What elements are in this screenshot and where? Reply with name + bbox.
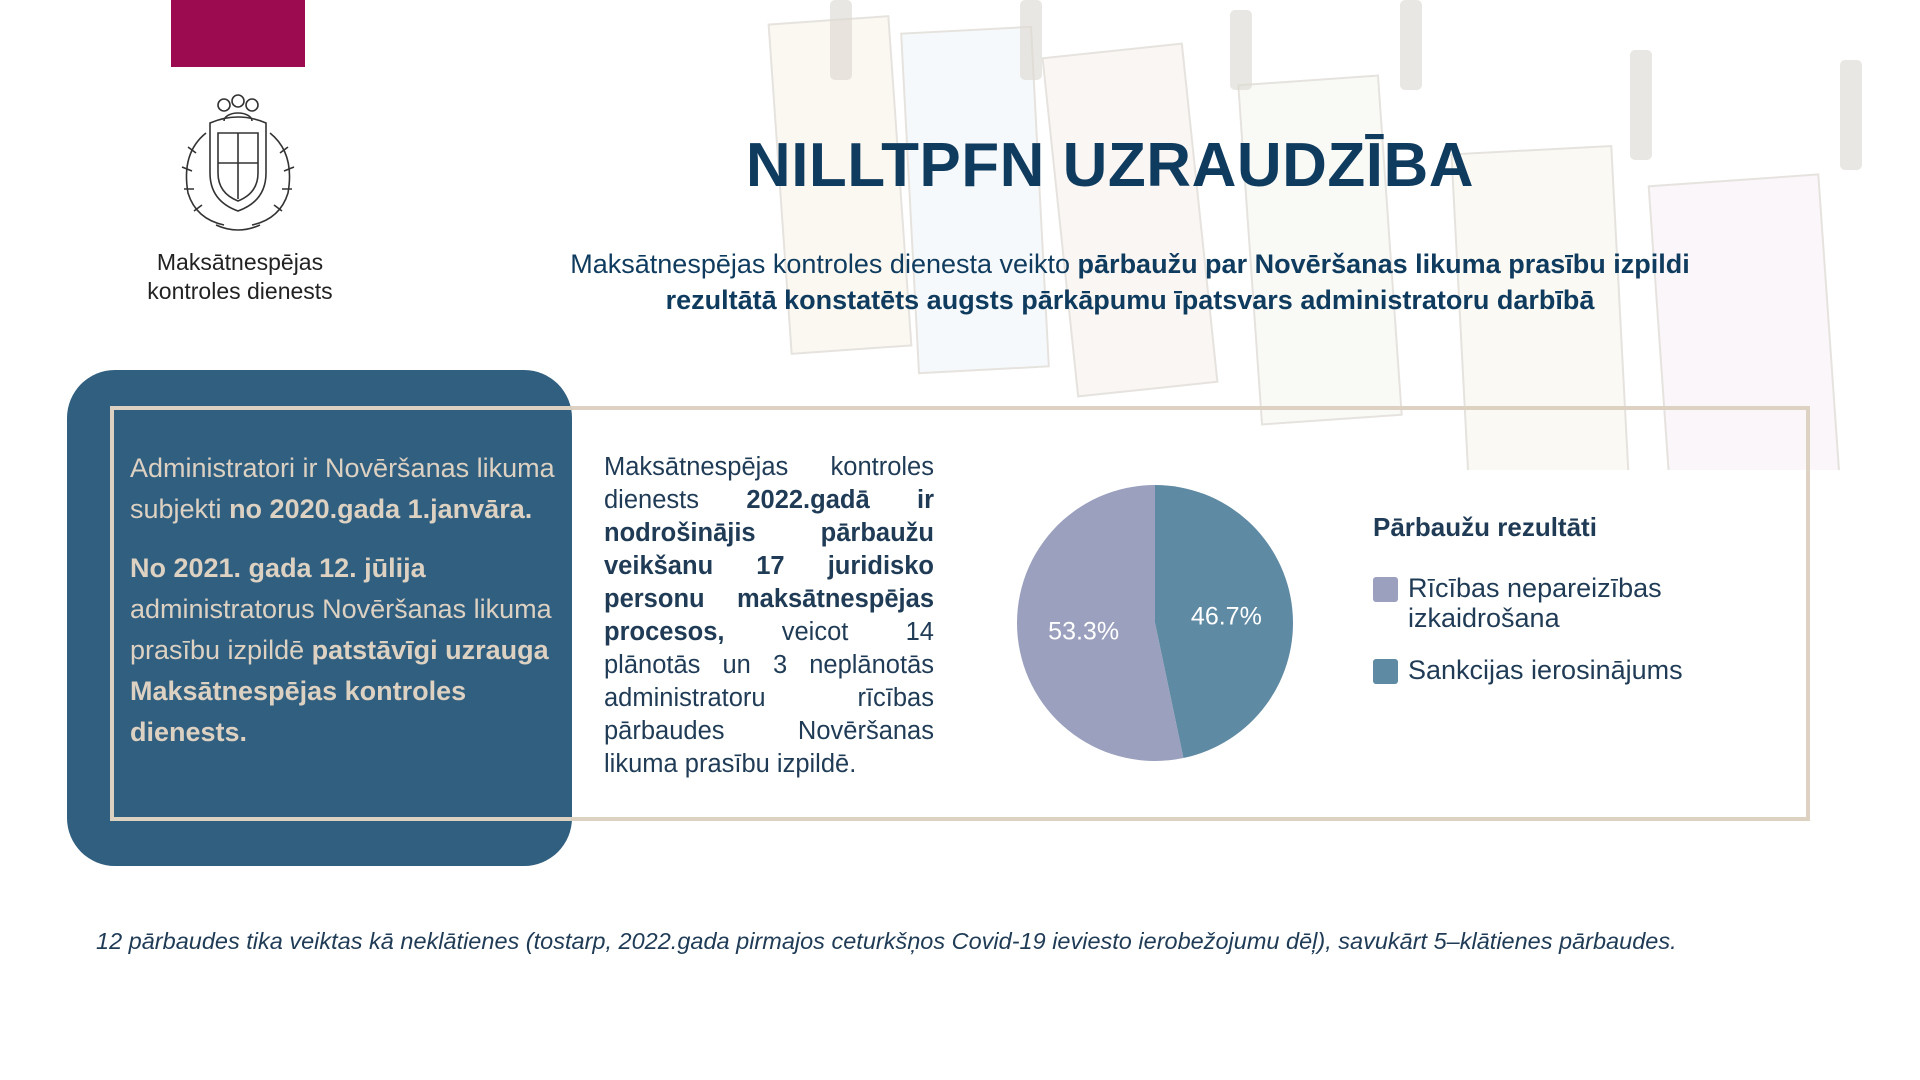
left-paragraph-2 <box>130 548 560 753</box>
left-p1-bold: no 2020.gada 1.janvāra. <box>229 494 533 524</box>
brand-accent-block <box>171 0 305 67</box>
legend-swatch <box>1373 659 1398 684</box>
org-name-line2: kontroles dienests <box>147 278 333 304</box>
left-p2-bold-2: patstāvīgi uzrauga Maksātnespējas kontroles dienests. <box>130 635 549 747</box>
organization-name <box>120 248 360 306</box>
legend-item <box>1373 573 1793 633</box>
middle-plain-2: veicot 14 plānotās un 3 neplānotās administratoru rīcības pārbaudes Novēršanas likuma prasību izpildē. <box>604 618 934 778</box>
org-name-line1: Maksātnespējas <box>156 249 324 275</box>
legend-label: Rīcības nepareizības izkaidrošana <box>1408 573 1662 633</box>
legend-title: Pārbaužu rezultāti <box>1373 512 1597 542</box>
subtitle <box>520 246 1740 318</box>
subtitle-bold-1: pārbaužu par Novēršanas likuma prasību izpildi <box>1077 249 1690 279</box>
subtitle-bold-2: rezultātā konstatēts augsts pārkāpumu īpatsvars administratoru darbībā <box>665 285 1595 315</box>
page-title: NILLTPFN UZRAUDZĪBA <box>745 131 1475 200</box>
legend-item <box>1373 655 1793 685</box>
subtitle-plain: Maksātnespējas kontroles dienesta veikto <box>570 249 1078 279</box>
pie-chart <box>1010 478 1300 768</box>
left-p1-plain: Administratori ir Novēršanas likuma subjekti <box>130 453 555 524</box>
banknotes-background-image <box>760 0 1920 470</box>
left-panel-text <box>130 448 560 771</box>
coat-of-arms-emblem <box>166 93 310 238</box>
footnote: 12 pārbaudes tika veiktas kā neklātienes (tostarp, 2022.gada pirmajos ceturkšņos Covid-19 ieviesto ierobežojumu dēļ), savukārt 5–klātienes pārbaudes. <box>96 928 1677 954</box>
middle-bold: 2022.gadā ir nodrošinājis pārbaužu veikšanu 17 juridisko personu maksātnespējas procesos, <box>604 486 935 646</box>
pie-slice-label: 46.7% <box>1190 602 1262 631</box>
left-p2-plain: administratorus Novēršanas likuma prasību izpildē <box>130 594 552 665</box>
pie-slice-label: 53.3% <box>1048 617 1120 646</box>
middle-plain-1: Maksātnespējas kontroles dienests <box>604 453 934 514</box>
middle-description <box>604 451 934 781</box>
chart-legend <box>1373 512 1793 707</box>
left-paragraph-1 <box>130 448 560 530</box>
legend-label: Sankcijas ierosinājums <box>1408 655 1683 685</box>
left-p2-bold-1: No 2021. gada 12. jūlija <box>130 553 426 583</box>
legend-swatch <box>1373 577 1398 602</box>
